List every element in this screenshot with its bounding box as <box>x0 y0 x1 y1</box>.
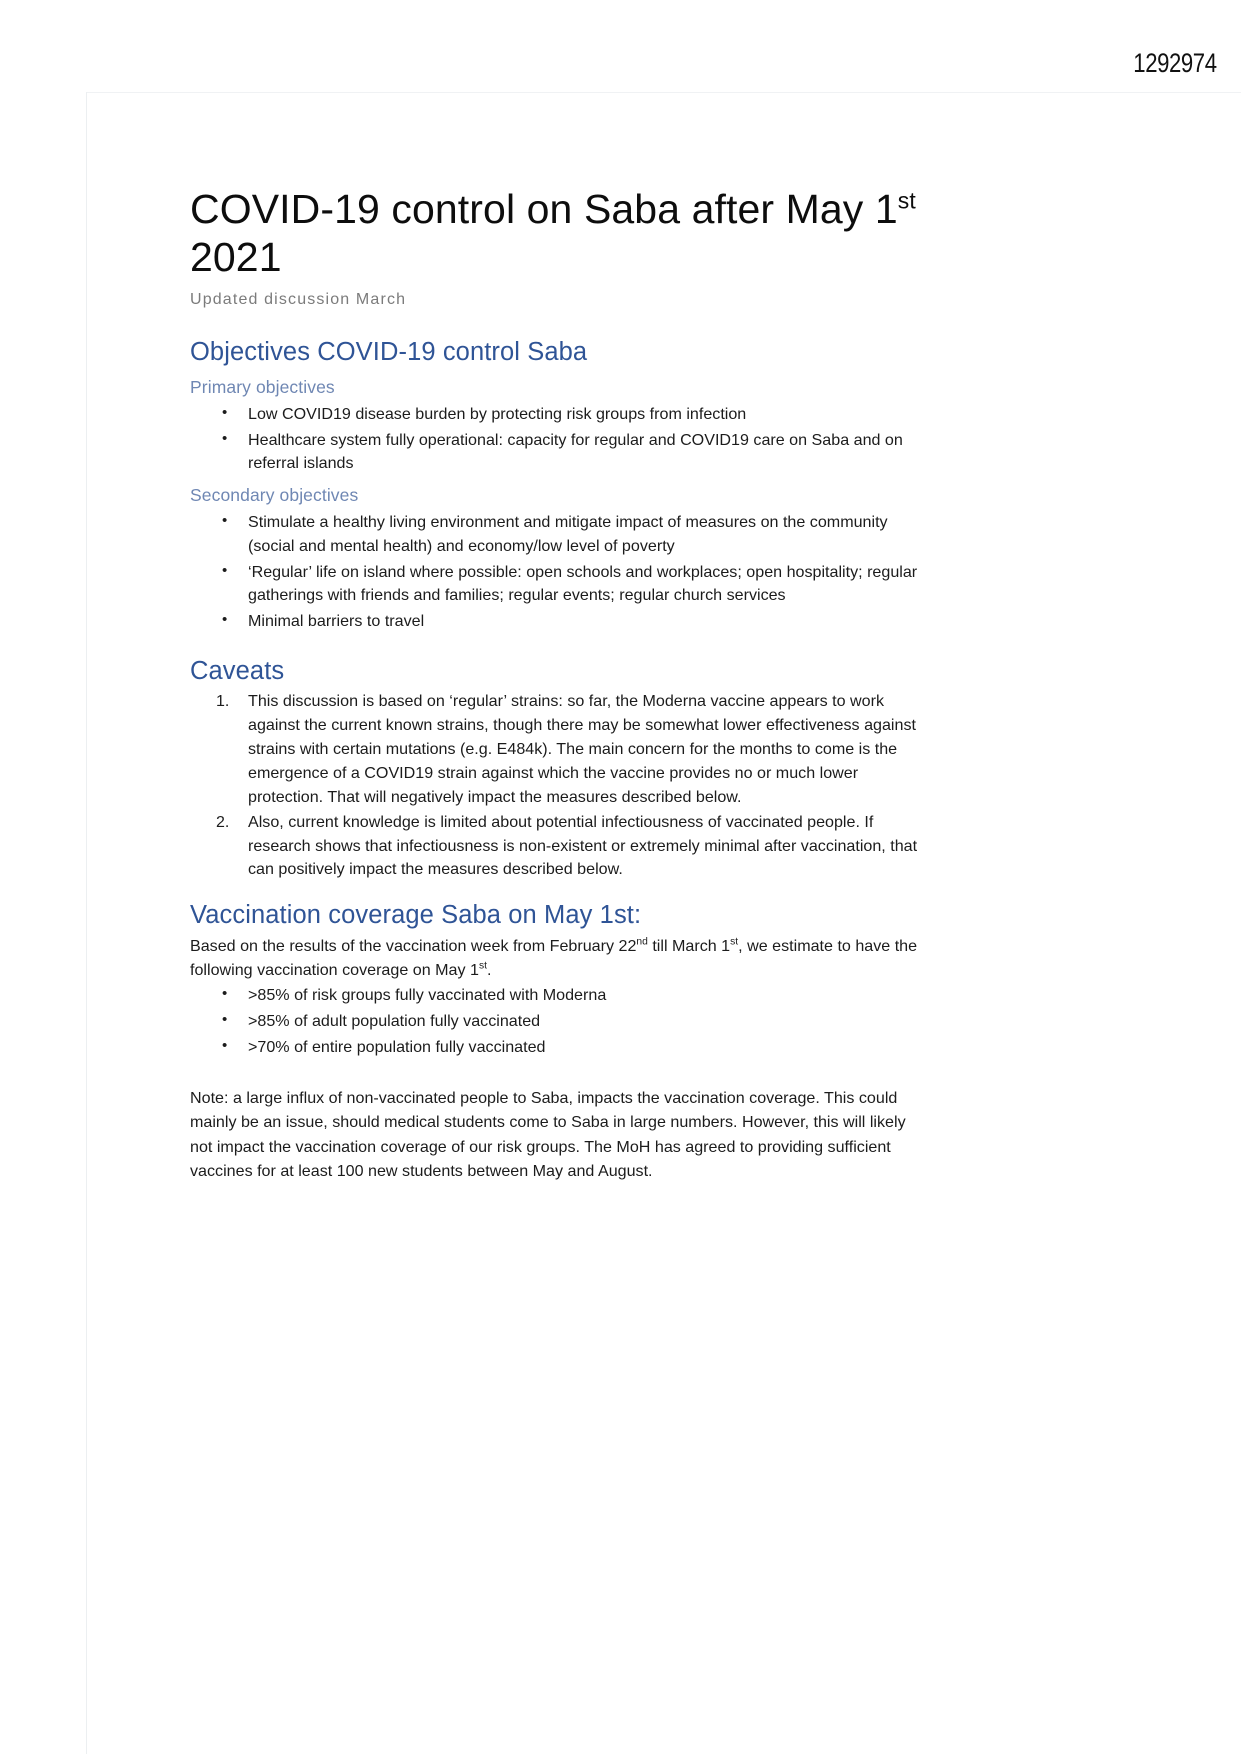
heading-primary-objectives: Primary objectives <box>190 376 335 397</box>
heading-caveats: Caveats <box>190 657 285 686</box>
list-item: • >70% of entire population fully vaccinated <box>190 1036 925 1060</box>
heading-secondary-objectives: Secondary objectives <box>190 485 359 506</box>
page-title <box>190 185 925 282</box>
document-number: 1292974 <box>1133 48 1217 78</box>
ordinal-st-2: st <box>478 960 487 972</box>
page-title-line1: COVID-19 control on Saba after May 1 <box>190 186 898 232</box>
scan-edge-top <box>86 92 1241 93</box>
vaccination-intro-part3: , we estimate to have the following vaccination coverage on May 1 <box>190 937 918 980</box>
vaccination-intro-paragraph <box>190 934 925 982</box>
list-secondary-objectives <box>190 511 925 634</box>
list-item: • Low COVID19 disease burden by protecting risk groups from infection <box>190 403 925 427</box>
list-item: Also, current knowledge is limited about potential infectiousness of vaccinated people. If research shows that infectiousness is non-existent or extremely minimal after vaccination, that can positively impact the measures described below. <box>248 812 918 879</box>
vaccination-intro-part1: Based on the results of the vaccination week from February 22 <box>190 937 637 956</box>
document-body <box>190 185 925 1184</box>
page-title-ordinal: st <box>897 187 916 214</box>
ordinal-st-1: st <box>730 936 739 948</box>
list-item: • >85% of adult population fully vaccinated <box>190 1010 925 1034</box>
ordinal-nd: nd <box>636 936 648 948</box>
page-subtitle: Updated discussion March <box>190 290 407 308</box>
list-vaccination-coverage <box>190 984 925 1059</box>
heading-objectives: Objectives COVID-19 control Saba <box>190 338 588 367</box>
page-title-line2: 2021 <box>190 234 282 281</box>
vaccination-note-paragraph: Note: a large influx of non-vaccinated people to Saba, impacts the vaccination coverage. This could mainly be an issue, should medical students come to Saba in large numbers. However, this will likely not impact the vaccination coverage of our risk groups. The MoH has agreed to providing sufficient vaccines for at least 100 new students between May and August. <box>190 1088 906 1181</box>
list-item: • Minimal barriers to travel <box>190 610 925 634</box>
list-item: • >85% of risk groups fully vaccinated with Moderna <box>190 984 925 1008</box>
list-item: • ‘Regular’ life on island where possible: open schools and workplaces; open hospitality; regular gatherings with friends and families; regular events; regular church services <box>190 561 925 609</box>
list-item: • Healthcare system fully operational: capacity for regular and COVID19 care on Saba and on referral islands <box>190 429 925 477</box>
list-item: • Stimulate a healthy living environment and mitigate impact of measures on the community (social and mental health) and economy/low level of poverty <box>190 511 925 559</box>
list-primary-objectives <box>190 403 925 476</box>
vaccination-intro-part4: . <box>486 961 492 980</box>
list-caveats <box>190 690 925 883</box>
vaccination-intro-part2: till March 1 <box>647 937 731 956</box>
heading-vaccination-coverage: Vaccination coverage Saba on May 1st: <box>190 901 642 930</box>
list-item: This discussion is based on ‘regular’ strains: so far, the Moderna vaccine appears to work against the current known strains, though there may be somewhat lower effectiveness against strains with certain mutations (e.g. E484k). The main concern for the months to come is the emergence of a COVID19 strain against which the vaccine provides no or much lower protection. That will negatively impact the measures described below. <box>248 691 916 806</box>
scan-edge-left <box>86 92 87 1754</box>
